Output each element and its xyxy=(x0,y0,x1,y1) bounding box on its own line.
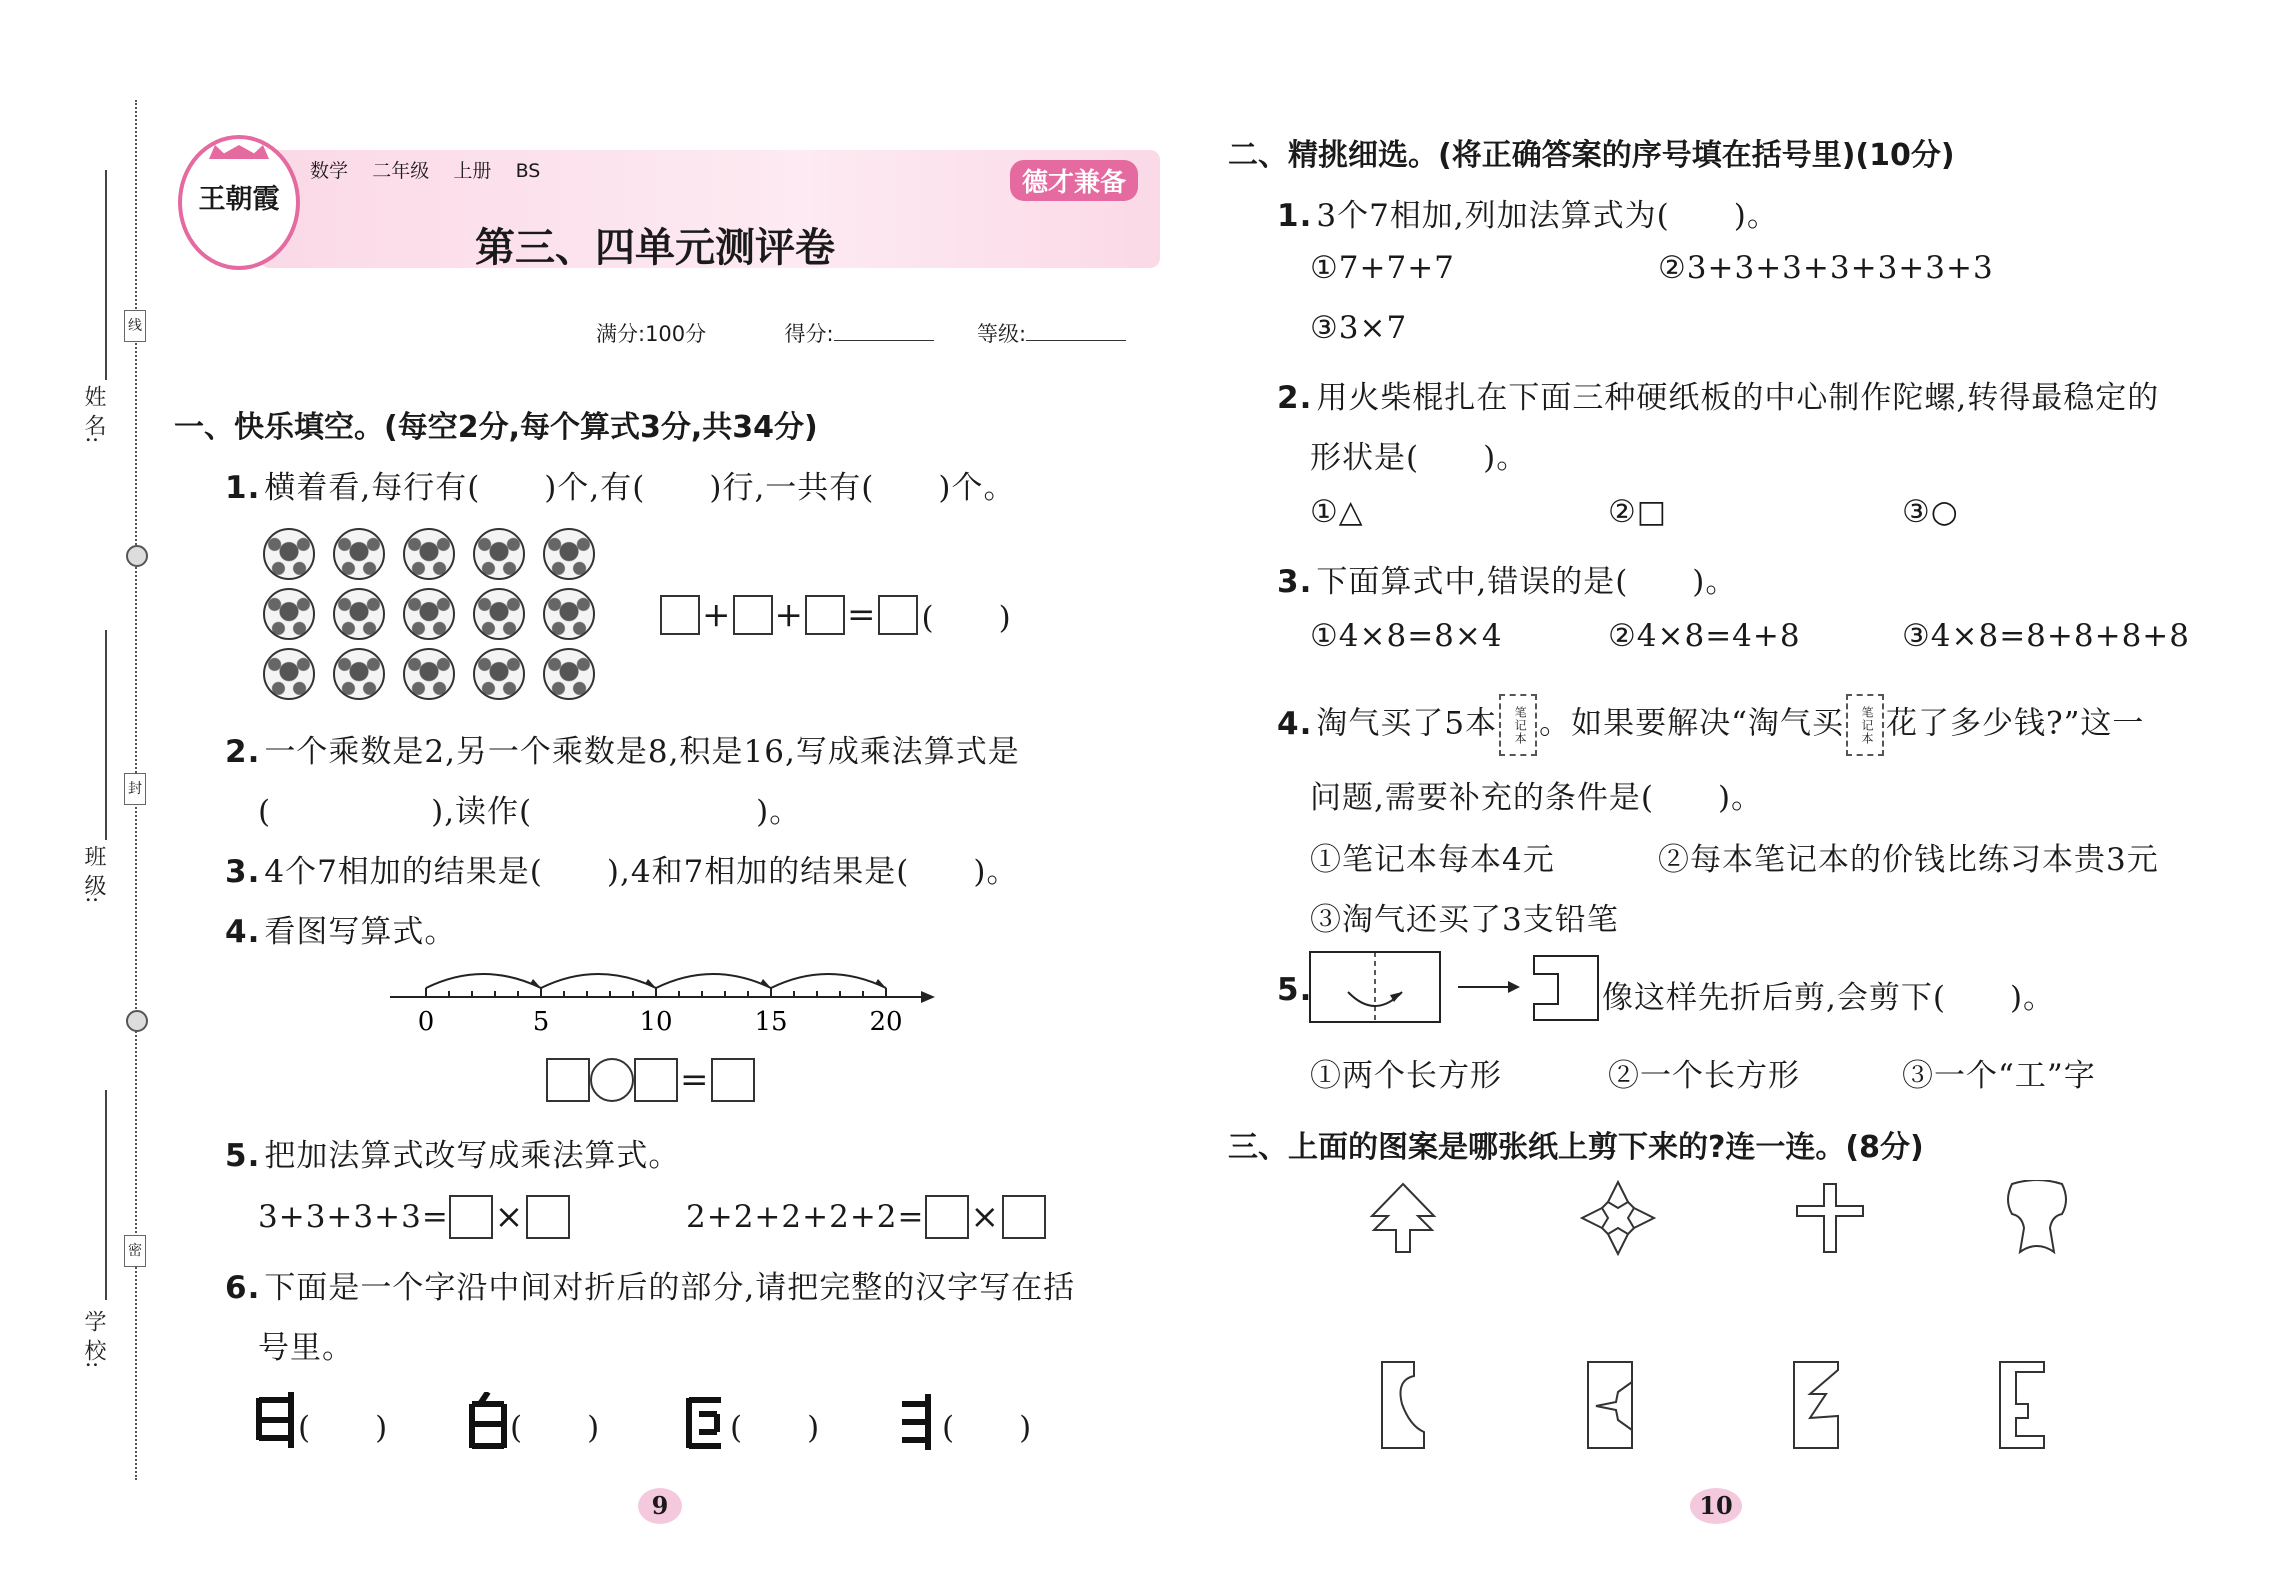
left-q6: 6. 下面是一个字沿中间对折后的部分,请把完整的汉字写在括 xyxy=(225,1270,1076,1306)
q4-equation-blanks: = xyxy=(546,1058,755,1102)
notebook-icon: 笔记本 xyxy=(1846,694,1884,756)
half-character-2 xyxy=(468,1392,508,1452)
jump-arrow-icon xyxy=(530,979,886,988)
right-q5-option-c[interactable]: ③一个“工”字 xyxy=(1902,1058,2096,1094)
subject: 数学 xyxy=(310,160,349,182)
right-q1-option-a[interactable]: ①7+7+7 xyxy=(1310,250,1455,286)
right-q2-option-c[interactable]: ③○ xyxy=(1902,494,1959,530)
name-label: 姓 名: xyxy=(81,385,106,444)
class-label: 班 级: xyxy=(81,845,106,904)
left-q2-line2[interactable]: ( ),读作( )。 xyxy=(258,794,802,830)
flower-pattern-icon[interactable] xyxy=(1580,1180,1656,1256)
number-line xyxy=(380,950,940,1040)
answer-box[interactable] xyxy=(878,595,918,635)
right-q4-option-c[interactable]: ③淘气还买了3支铅笔 xyxy=(1310,902,1619,938)
school-underline xyxy=(105,1090,107,1300)
edition: BS xyxy=(515,160,541,182)
fold-cut-diagram xyxy=(1308,950,1608,1026)
score-field[interactable] xyxy=(834,340,934,341)
answer-box[interactable] xyxy=(660,595,700,635)
mushroom-pattern-icon[interactable] xyxy=(2002,1180,2072,1256)
header-badge: 德才兼备 xyxy=(1010,160,1138,201)
half-character-1 xyxy=(255,1390,295,1450)
answer-box[interactable] xyxy=(546,1058,590,1102)
logo xyxy=(178,135,300,270)
q5-expression-1: 3+3+3+3= × xyxy=(258,1195,570,1239)
soccer-ball-icon xyxy=(333,588,385,640)
folded-paper-3[interactable] xyxy=(1792,1360,1842,1450)
tag-mi: 密 xyxy=(124,1235,146,1267)
soccer-ball-icon xyxy=(263,588,315,640)
right-q3-option-a[interactable]: ①4×8=8×4 xyxy=(1310,618,1503,654)
answer-box[interactable] xyxy=(925,1195,969,1239)
score-line xyxy=(596,318,1126,348)
soccer-ball-icon xyxy=(473,588,525,640)
tag-xian: 线 xyxy=(124,310,146,342)
section-3-title: 三、上面的图案是哪张纸上剪下来的?连一连。(8分) xyxy=(1228,1130,1924,1165)
folded-paper-2[interactable] xyxy=(1586,1360,1636,1450)
soccer-ball-icon xyxy=(333,648,385,700)
header-meta xyxy=(310,156,540,183)
q1-addition-blanks: + + = ( ) xyxy=(660,592,1012,637)
volume: 上册 xyxy=(453,160,492,182)
right-q3: 3. 下面算式中,错误的是( )。 xyxy=(1277,564,1738,600)
half-character-3 xyxy=(685,1392,725,1452)
soccer-ball-icon xyxy=(403,528,455,580)
tick-label: 5 xyxy=(532,1007,550,1037)
right-q4: 4. 淘气买了5本 笔记本 。如果要解决“淘气买 笔记本 花了多少钱?”这一 xyxy=(1277,694,2144,756)
right-q2-option-b[interactable]: ②□ xyxy=(1608,494,1668,530)
grade-field[interactable] xyxy=(1026,340,1126,341)
left-q1: 1. 横着看,每行有( )个,有( )行,一共有( )个。 xyxy=(225,470,1016,506)
right-q5-text: 像这样先折后剪,会剪下( )。 xyxy=(1602,980,2056,1016)
right-q5-num: 5. xyxy=(1277,972,1313,1008)
soccer-ball-icon xyxy=(263,648,315,700)
right-q1-option-c[interactable]: ③3×7 xyxy=(1310,310,1408,346)
answer-box[interactable] xyxy=(449,1195,493,1239)
section-1-title: 一、快乐填空。(每空2分,每个算式3分,共34分) xyxy=(174,410,818,445)
q6-blank-2[interactable]: ( ) xyxy=(510,1410,601,1446)
grade-label: 等级: xyxy=(977,322,1027,346)
tag-feng: 封 xyxy=(124,773,146,805)
school-label: 学 校: xyxy=(81,1310,106,1369)
tick-label: 0 xyxy=(417,1007,435,1037)
q1-tail-blank[interactable]: ( ) xyxy=(921,600,1012,636)
page-number-right: 10 xyxy=(1690,1488,1742,1524)
answer-box[interactable] xyxy=(1002,1195,1046,1239)
binding-hole-icon xyxy=(126,1010,148,1032)
binding-hole-icon xyxy=(126,545,148,567)
answer-box[interactable] xyxy=(805,595,845,635)
soccer-ball-icon xyxy=(473,648,525,700)
page-number-left: 9 xyxy=(638,1488,682,1524)
half-character-4 xyxy=(898,1392,938,1452)
class-underline xyxy=(105,630,107,840)
q6-blank-3[interactable]: ( ) xyxy=(730,1410,821,1446)
left-q4: 4. 看图写算式。 xyxy=(225,914,457,950)
right-q3-option-c[interactable]: ③4×8=8+8+8+8 xyxy=(1902,618,2191,654)
right-q5-option-b[interactable]: ②一个长方形 xyxy=(1608,1058,1800,1094)
right-q4-line2: 问题,需要补充的条件是( )。 xyxy=(1310,780,1764,816)
section-2-title: 二、精挑细选。(将正确答案的序号填在括号里)(10分) xyxy=(1228,138,1955,173)
right-q2: 2. 用火柴棍扎在下面三种硬纸板的中心制作陀螺,转得最稳定的 xyxy=(1277,380,2160,416)
soccer-ball-icon xyxy=(543,528,595,580)
tick-label: 15 xyxy=(754,1007,788,1037)
left-q5: 5. 把加法算式改写成乘法算式。 xyxy=(225,1138,681,1174)
left-q6-line2: 号里。 xyxy=(258,1330,354,1366)
right-q4-option-b[interactable]: ②每本笔记本的价钱比练习本贵3元 xyxy=(1658,842,2159,878)
soccer-ball-icon xyxy=(403,588,455,640)
cross-pattern-icon[interactable] xyxy=(1795,1182,1865,1254)
full-score: 满分:100分 xyxy=(596,322,707,346)
soccer-ball-grid xyxy=(263,528,593,703)
notebook-icon: 笔记本 xyxy=(1499,694,1537,756)
tick-label: 20 xyxy=(869,1007,903,1037)
operator-circle[interactable] xyxy=(590,1058,634,1102)
right-q3-option-b[interactable]: ②4×8=4+8 xyxy=(1608,618,1801,654)
binding-margin xyxy=(0,0,150,1582)
page-title: 第三、四单元测评卷 xyxy=(475,225,835,271)
answer-box[interactable] xyxy=(634,1058,678,1102)
grade: 二年级 xyxy=(372,160,430,182)
answer-box[interactable] xyxy=(733,595,773,635)
right-arrow-icon xyxy=(1508,981,1520,993)
folded-paper-4[interactable] xyxy=(1998,1360,2048,1450)
tick-label: 10 xyxy=(639,1007,673,1037)
right-q5-option-a[interactable]: ①两个长方形 xyxy=(1310,1058,1502,1094)
tree-pattern-icon[interactable] xyxy=(1368,1182,1438,1254)
answer-box[interactable] xyxy=(711,1058,755,1102)
soccer-ball-icon xyxy=(403,648,455,700)
answer-box[interactable] xyxy=(526,1195,570,1239)
score-label: 得分: xyxy=(784,322,834,346)
right-q1: 1. 3个7相加,列加法算式为( )。 xyxy=(1277,198,1779,234)
soccer-ball-icon xyxy=(333,528,385,580)
q6-blank-1[interactable]: ( ) xyxy=(298,1410,389,1446)
right-q1-option-b[interactable]: ②3+3+3+3+3+3+3 xyxy=(1658,250,1994,286)
right-q4-option-a[interactable]: ①笔记本每本4元 xyxy=(1310,842,1555,878)
right-q2-option-a[interactable]: ①△ xyxy=(1310,494,1364,530)
soccer-ball-icon xyxy=(543,648,595,700)
name-underline xyxy=(105,170,107,380)
logo-text: 王朝霞 xyxy=(198,184,280,215)
logo-crown-icon xyxy=(209,145,269,159)
folded-paper-1[interactable] xyxy=(1380,1360,1430,1450)
q5-expression-2: 2+2+2+2+2= × xyxy=(686,1195,1046,1239)
left-q2: 2. 一个乘数是2,另一个乘数是8,积是16,写成乘法算式是 xyxy=(225,734,1020,770)
left-q3: 3. 4个7相加的结果是( ),4和7相加的结果是( )。 xyxy=(225,854,1019,890)
soccer-ball-icon xyxy=(543,588,595,640)
soccer-ball-icon xyxy=(473,528,525,580)
soccer-ball-icon xyxy=(263,528,315,580)
q6-blank-4[interactable]: ( ) xyxy=(942,1410,1033,1446)
right-q2-line2: 形状是( )。 xyxy=(1310,440,1529,476)
